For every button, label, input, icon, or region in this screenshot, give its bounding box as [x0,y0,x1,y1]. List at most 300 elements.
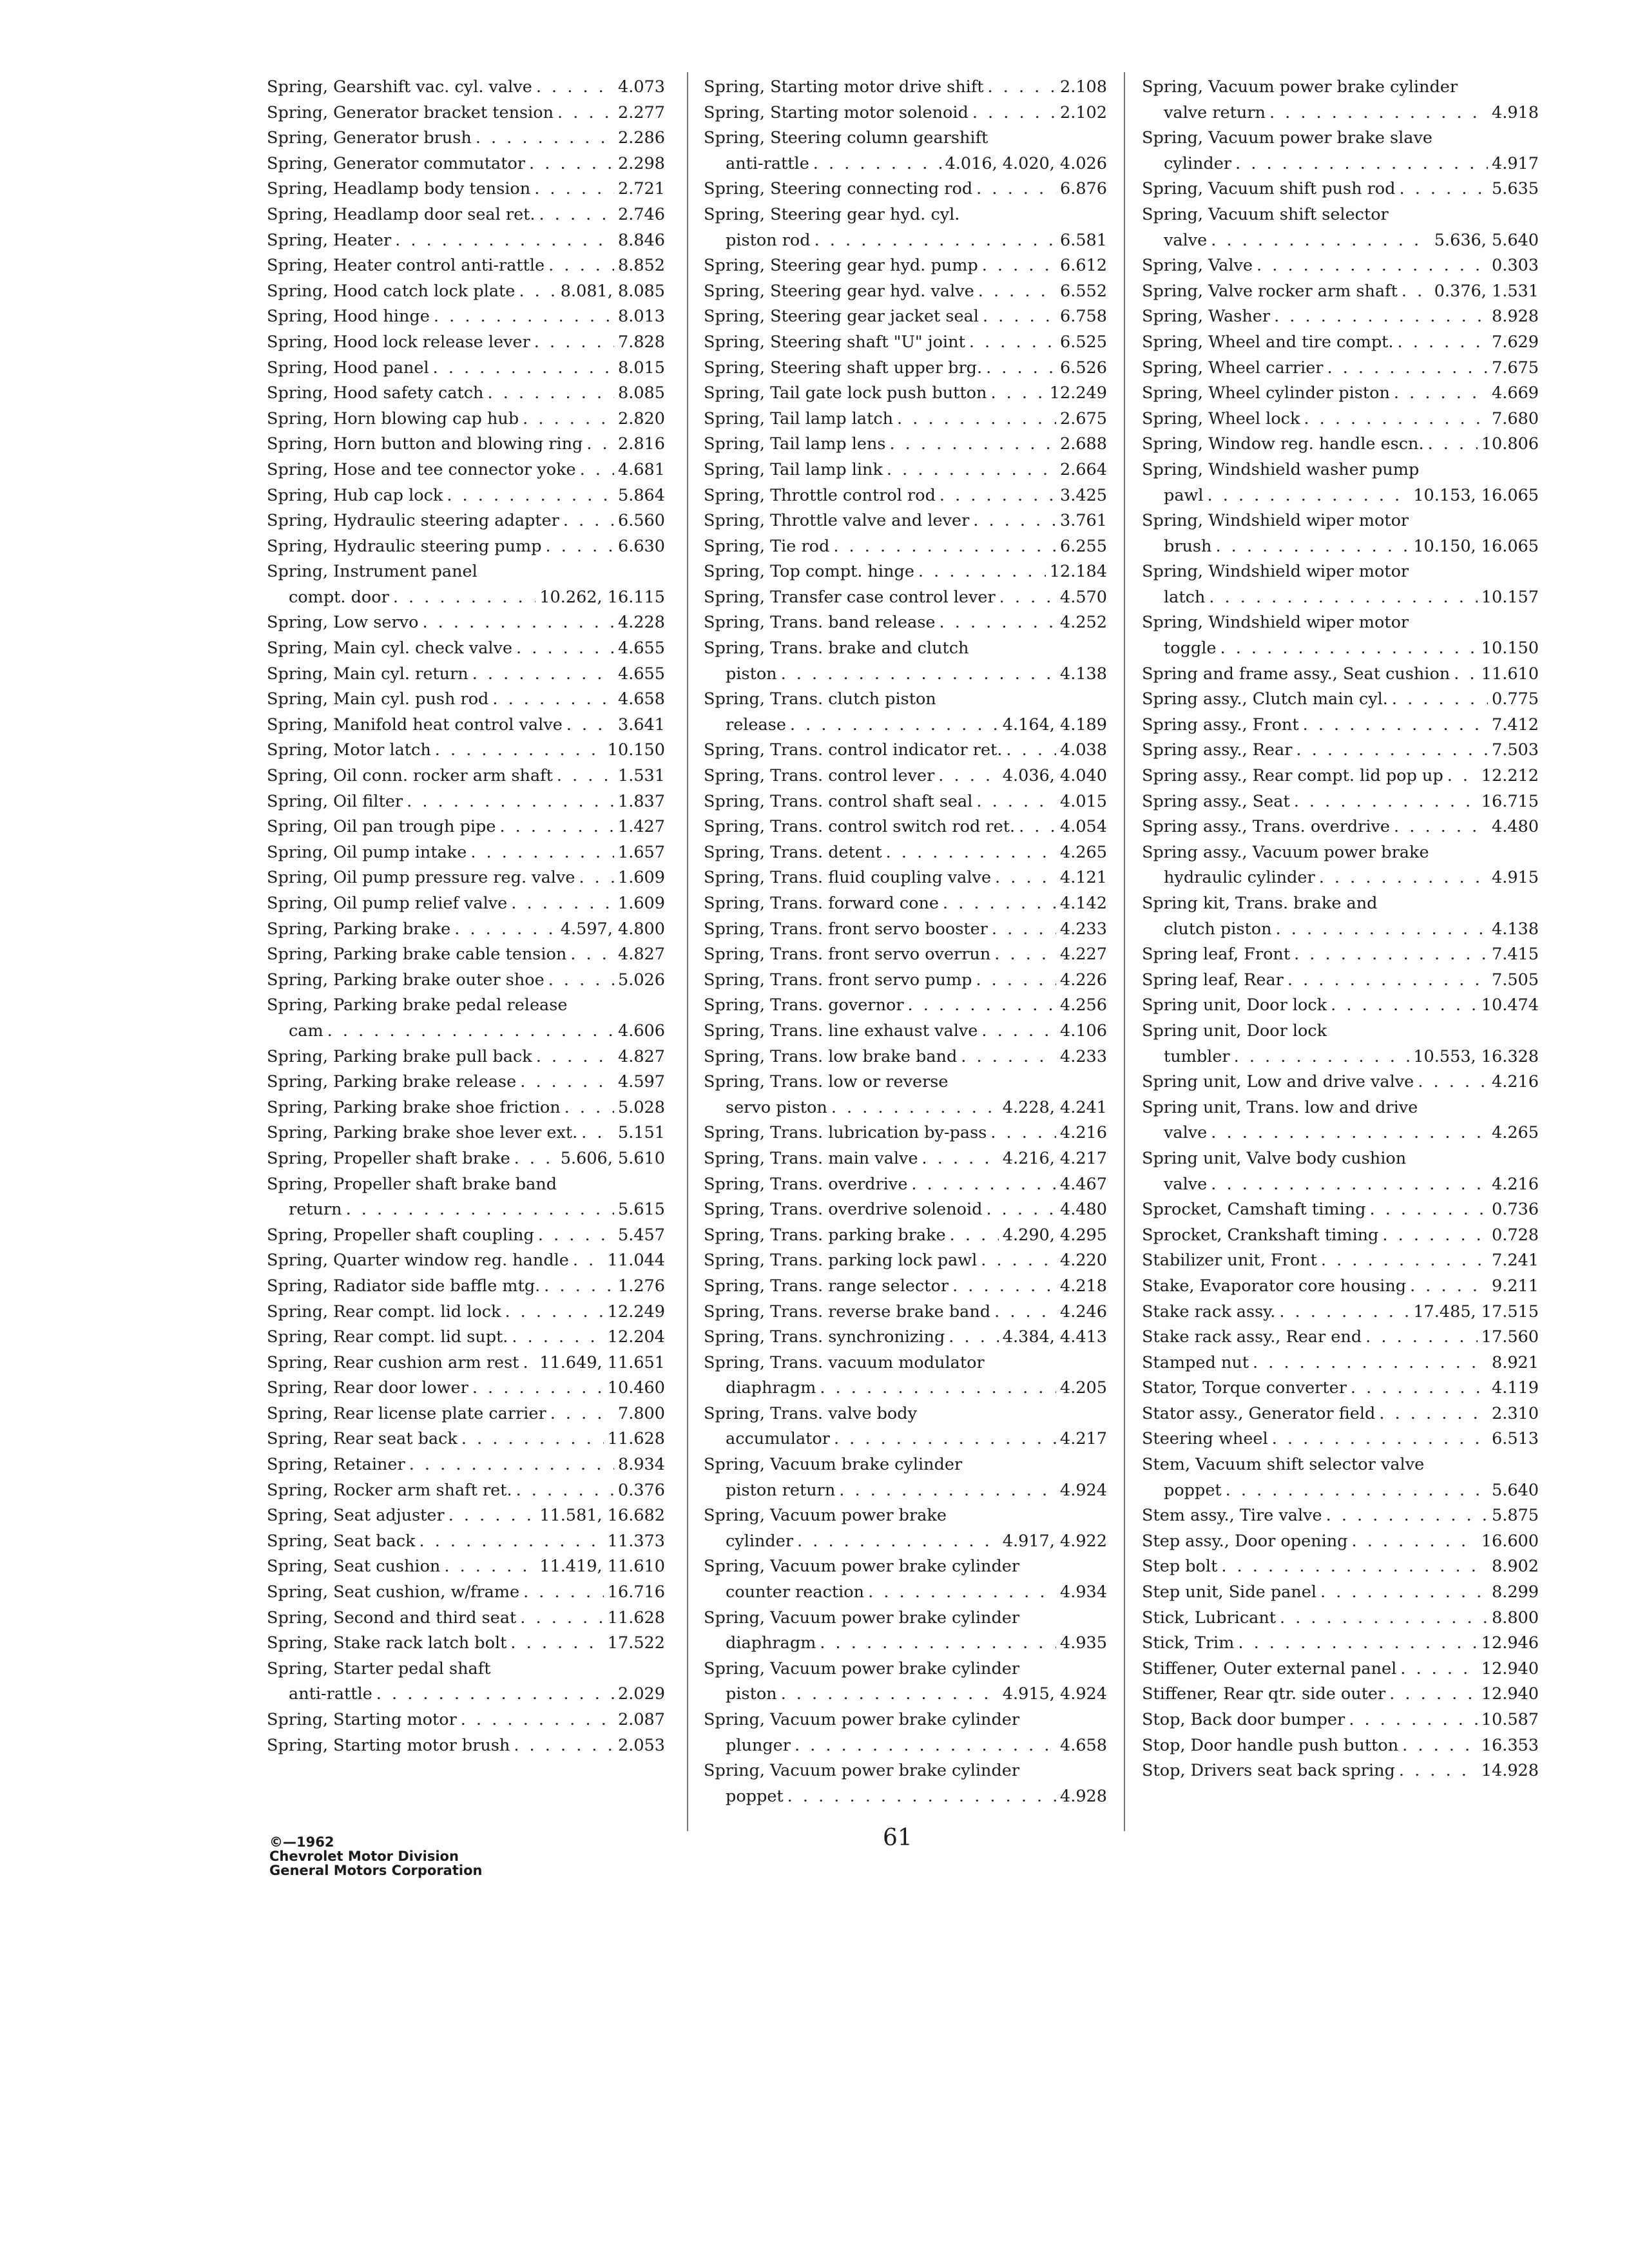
index-entry [267,1707,665,1733]
index-entry [704,407,1107,432]
entry-page-reference: 4.138 [1491,919,1539,939]
dot-leader [454,917,557,943]
dot-leader [1349,1707,1478,1733]
entry-name: Spring unit, Valve body cushion [1142,1148,1407,1168]
index-entry [1142,738,1539,764]
entry-page-reference: 12.249 [607,1302,665,1321]
index-entry [267,1223,665,1249]
index-entry [267,713,665,738]
entry-name: Spring, Horn button and blowing ring [267,434,583,454]
entry-name: Spring unit, Low and drive valve [1142,1072,1414,1092]
index-entry [267,942,665,968]
entry-page-reference: 2.664 [1059,459,1107,479]
entry-continuation: valve [1164,1174,1208,1194]
entry-continuation: compt. door [289,587,389,607]
index-entry [267,483,665,509]
dot-leader [435,738,604,764]
entry-page-reference: 4.216 [1059,1123,1107,1143]
entry-page-reference: 7.828 [617,332,665,352]
entry-page-reference: 4.138 [1059,664,1107,684]
entry-name: Spring, Window reg. handle escn. [1142,434,1424,454]
dot-leader [1220,636,1478,662]
index-entry [704,1274,1107,1300]
dot-leader [470,840,614,866]
entry-name: Spring, Oil pump relief valve [267,894,508,913]
index-entry [704,356,1107,381]
index-entry [267,1401,665,1427]
entry-name: Spring assy., Front [1142,715,1299,735]
index-entry [1142,1223,1539,1249]
entry-page-reference: 6.255 [1059,536,1107,556]
dot-leader [1211,228,1431,254]
index-entry [704,814,1107,840]
dot-leader [834,1427,1056,1452]
entry-page-reference: 10.150 [607,740,665,760]
dot-leader [564,1095,614,1121]
entry-page-reference: 0.728 [1491,1225,1539,1245]
entry-name: Spring unit, Trans. low and drive [1142,1097,1418,1117]
dot-leader [548,968,614,994]
entry-page-reference: 6.876 [1059,179,1107,199]
dot-leader [512,1325,603,1350]
index-entry [704,279,1107,305]
dot-leader [1304,407,1488,432]
index-entry [704,559,1107,585]
index-entry [267,764,665,789]
index-entry [267,101,665,126]
entry-name: Spring, Trans. lubrication by-pass [704,1123,987,1143]
dot-leader [511,891,614,917]
index-entry [1142,1631,1539,1657]
entry-name: Spring, Trans. reverse brake band [704,1302,991,1321]
dot-leader [1327,356,1488,381]
entry-continuation: piston rod [726,230,811,250]
entry-page-reference: 6.630 [617,536,665,556]
dot-leader [1280,1606,1488,1631]
dot-leader [516,636,614,662]
entry-page-reference: 16.715 [1481,791,1539,811]
entry-page-reference: 7.415 [1491,945,1539,965]
entry-page-reference: 7.505 [1491,970,1539,990]
entry-page-reference: 5.635 [1491,179,1539,199]
index-entry [267,534,665,560]
entry-page-reference: 2.688 [1059,434,1107,454]
index-entry [1142,1580,1539,1606]
entry-page-reference: 3.761 [1059,511,1107,531]
dot-leader [472,662,614,687]
dot-leader [563,508,614,534]
entry-name: Spring, Seat cushion, w/frame [267,1582,520,1602]
entry-continuation: piston return [726,1480,836,1500]
entry-continuation: anti-rattle [289,1684,372,1704]
entry-page-reference: 4.827 [617,1046,665,1066]
index-entry [1142,713,1539,738]
entry-name: Stator assy., Generator field [1142,1403,1376,1423]
entry-name: Spring, Wheel cylinder piston [1142,383,1390,403]
dot-leader [536,1044,614,1070]
dot-leader [1208,483,1410,509]
dot-leader [950,1223,999,1249]
copyright-corporation: General Motors Corporation [269,1863,483,1878]
entry-page-reference: 10.587 [1481,1710,1539,1729]
entry-name: Spring, Vacuum power brake cylinder [704,1710,1020,1729]
index-entry [704,483,1107,509]
entry-name: Steering wheel [1142,1429,1268,1449]
entry-name: Stick, Trim [1142,1633,1235,1653]
dot-leader [376,1682,614,1707]
entry-name: Spring, Generator brush [267,128,472,148]
entry-name: Spring, Trans. forward cone [704,894,939,913]
index-entry [267,1274,665,1300]
index-entry [267,1070,665,1095]
entry-name: Spring, Valve rocker arm shaft [1142,281,1398,301]
entry-page-reference: 2.286 [617,128,665,148]
index-entry [267,1529,665,1555]
entry-page-reference: 11.628 [607,1608,665,1628]
index-entry [1142,1274,1539,1300]
dot-leader [520,1070,614,1095]
index-entry [267,865,665,891]
dot-leader [407,789,614,815]
entry-name: Spring assy., Vacuum power brake [1142,842,1429,862]
dot-leader [1272,1427,1488,1452]
index-entry [1142,1529,1539,1555]
entry-name: Stem assy., Tire valve [1142,1506,1322,1526]
dot-leader [1279,1300,1409,1325]
index-entry [704,253,1107,279]
entry-name: Stabilizer unit, Front [1142,1251,1317,1271]
entry-page-reference: 11.373 [607,1531,665,1551]
entry-name: Spring, Oil pump pressure reg. valve [267,868,575,888]
entry-page-reference: 8.902 [1491,1557,1539,1577]
entry-continuation: poppet [726,1786,784,1806]
index-entry [267,814,665,840]
entry-name: Spring, Vacuum power brake cylinder [704,1608,1020,1628]
entry-page-reference: 4.669 [1491,383,1539,403]
dot-leader [409,1452,614,1478]
entry-name: Spring, Hub cap lock [267,485,443,505]
entry-name: Spring, Trans. governor [704,995,904,1015]
entry-name: Step assy., Door opening [1142,1531,1348,1551]
index-entry [1142,356,1539,381]
entry-page-reference: 8.013 [617,307,665,327]
index-entry [267,407,665,432]
index-entry [704,687,1107,738]
entry-page-reference: 4.915, 4.924 [1002,1684,1107,1704]
entry-continuation: cylinder [726,1531,794,1551]
index-entry [704,381,1107,407]
index-entry [1142,1707,1539,1733]
entry-page-reference: 4.917 [1491,153,1539,173]
entry-name: Spring, Steering gear hyd. pump [704,256,978,276]
index-entry [1142,1657,1539,1682]
dot-leader [534,330,614,356]
entry-name: Spring, Trans. vacuum modulator [704,1352,985,1372]
entry-continuation: hydraulic cylinder [1164,868,1315,888]
entry-name: Stick, Lubricant [1142,1608,1276,1628]
entry-page-reference: 4.227 [1059,945,1107,965]
entry-page-reference: 1.531 [617,766,665,786]
dot-leader [529,151,614,177]
entry-page-reference: 4.220 [1059,1251,1107,1271]
entry-name: Spring, Hydraulic steering pump [267,536,542,556]
entry-name: Spring, Rear door lower [267,1378,468,1398]
entry-name: Spring, Vacuum power brake cylinder [704,1658,1020,1678]
entry-page-reference: 7.629 [1491,332,1539,352]
entry-page-reference: 0.376 [617,1480,665,1500]
dot-leader [972,101,1056,126]
entry-name: Spring, Gearshift vac. cyl. valve [267,77,532,97]
dot-leader [1253,1350,1488,1376]
index-entry [704,764,1107,789]
entry-page-reference: 4.015 [1059,791,1107,811]
entry-page-reference: 10.153, 16.065 [1413,485,1539,505]
entry-page-reference: 7.800 [617,1403,665,1423]
dot-leader [566,713,614,738]
index-entry [704,1172,1107,1198]
entry-continuation: latch [1164,587,1206,607]
entry-name: Spring, Parking brake outer shoe [267,970,545,990]
entry-name: Spring, Windshield washer pump [1142,459,1420,479]
entry-name: Spring, Motor latch [267,740,431,760]
entry-page-reference: 16.353 [1481,1735,1539,1755]
index-column-2 [704,75,1107,1809]
index-entry [1142,764,1539,789]
dot-leader [523,407,614,432]
entry-page-reference: 6.526 [1059,358,1107,378]
dot-leader [1296,738,1488,764]
dot-leader [434,304,614,330]
entry-name: Stop, Door handle push button [1142,1735,1399,1755]
index-entry [267,304,665,330]
entry-page-reference: 2.087 [617,1710,665,1729]
dot-leader [573,1248,604,1274]
dot-leader [990,1120,1056,1146]
index-entry [704,1758,1107,1809]
dot-leader [976,968,1056,994]
entry-name: Spring, Trans. synchronizing [704,1327,945,1347]
index-entry [267,177,665,202]
entry-name: Spring, Instrument panel [267,562,477,582]
entry-name: Spring, Oil pan trough pipe [267,817,496,837]
index-entry [267,1325,665,1350]
entry-page-reference: 12.249 [1049,383,1107,403]
entry-page-reference: 4.036, 4.040 [1002,766,1107,786]
entry-name: Spring, Parking brake shoe friction [267,1097,561,1117]
entry-name: Spring, Seat adjuster [267,1506,445,1526]
entry-name: Spring, Trans. front servo overrun [704,945,991,965]
index-entry [1142,968,1539,994]
index-entry [267,75,665,101]
dot-leader [999,585,1056,611]
dot-leader [787,1784,1056,1810]
entry-continuation: accumulator [726,1429,830,1449]
dot-leader [519,279,556,305]
index-entry [267,1044,665,1070]
entry-page-reference: 4.480 [1491,817,1539,837]
entry-page-reference: 7.241 [1491,1251,1539,1271]
entry-page-reference: 2.277 [617,102,665,122]
dot-leader [820,1376,1056,1401]
index-entry [1142,1376,1539,1401]
entry-name: Spring, Parking brake pedal release [267,995,568,1015]
dot-leader [580,457,614,483]
dot-leader [922,1146,999,1172]
entry-name: Spring, Second and third seat [267,1608,517,1628]
entry-page-reference: 11.610 [1481,664,1539,684]
index-entry [1142,840,1539,891]
entry-page-reference: 5.615 [617,1200,665,1220]
entry-name: Stop, Back door bumper [1142,1710,1345,1729]
index-entry [267,330,665,356]
index-entry [704,457,1107,483]
index-entry [1142,1095,1539,1146]
entry-name: Spring kit, Trans. brake and [1142,894,1378,913]
entry-continuation: plunger [726,1735,791,1755]
entry-page-reference: 12.940 [1481,1684,1539,1704]
entry-page-reference: 4.233 [1059,919,1107,939]
index-entry [1142,1350,1539,1376]
dot-leader [395,228,614,254]
entry-name: Spring, Throttle control rod [704,485,936,505]
dot-leader [908,993,1056,1019]
index-entry [267,917,665,943]
page-number: 61 [883,1825,912,1851]
index-entry [1142,814,1539,840]
index-entry [1142,1606,1539,1631]
entry-page-reference: 8.921 [1491,1352,1539,1372]
entry-page-reference: 17.485, 17.515 [1413,1302,1539,1321]
entry-name: Spring, Trans. range selector [704,1276,949,1296]
dot-leader [918,559,1046,585]
entry-name: Spring, Hood hinge [267,307,430,327]
entry-page-reference: 4.658 [1059,1735,1107,1755]
entry-page-reference: 8.015 [617,358,665,378]
index-entry [267,738,665,764]
entry-page-reference: 12.184 [1049,562,1107,582]
entry-continuation: piston [726,664,777,684]
entry-name: Spring, Quarter window reg. handle [267,1251,569,1271]
entry-name: Spring, Hood lock release lever [267,332,530,352]
index-entry [267,687,665,713]
entry-page-reference: 1.657 [617,842,665,862]
entry-page-reference: 10.150, 16.065 [1413,536,1539,556]
entry-name: Spring, Hood catch lock plate [267,281,516,301]
dot-leader [1274,304,1488,330]
entry-page-reference: 4.928 [1059,1786,1107,1806]
entry-continuation: counter reaction [726,1582,865,1602]
entry-page-reference: 0.775 [1491,689,1539,709]
dot-leader [433,356,614,381]
entry-name: Spring, Low servo [267,613,419,633]
index-entry [704,738,1107,764]
entry-name: Spring, Trans. overdrive [704,1174,908,1194]
dot-leader [557,101,614,126]
entry-name: Spring, Oil filter [267,791,403,811]
index-entry [267,1452,665,1478]
entry-page-reference: 2.102 [1059,102,1107,122]
index-entry [704,1401,1107,1452]
entry-name: Sprocket, Camshaft timing [1142,1200,1366,1220]
dot-leader [1269,101,1488,126]
index-entry [1142,381,1539,407]
dot-leader [1365,1325,1478,1350]
dot-leader [570,942,614,968]
dot-leader [1410,1274,1488,1300]
dot-leader [1398,330,1488,356]
dot-leader [797,1529,999,1555]
dot-leader [1352,1529,1478,1555]
entry-name: Spring, Trans. valve body [704,1403,917,1423]
entry-page-reference: 10.806 [1481,434,1539,454]
entry-name: Spring, Starting motor drive shift [704,77,984,97]
entry-name: Sprocket, Crankshaft timing [1142,1225,1379,1245]
entry-name: Spring, Seat cushion [267,1557,441,1577]
entry-page-reference: 4.228, 4.241 [1002,1097,1107,1117]
entry-name: Spring, Trans. control switch rod ret. [704,817,1016,837]
entry-name: Spring, Top compt. hinge [704,562,914,582]
index-entry [1142,1070,1539,1095]
dot-leader [839,1478,1056,1504]
dot-leader [557,764,614,789]
dot-leader [790,713,999,738]
entry-page-reference: 4.935 [1059,1633,1107,1653]
index-entry [704,432,1107,457]
entry-page-reference: 4.256 [1059,995,1107,1015]
entry-name: Spring, Parking brake release [267,1072,517,1092]
copyright-year: ©—1962 [269,1834,334,1850]
dot-leader [514,1146,557,1172]
entry-name: Spring, Trans. parking lock pawl [704,1251,978,1271]
entry-page-reference: 4.121 [1059,868,1107,888]
entry-name: Spring assy., Rear [1142,740,1293,760]
dot-leader [346,1197,614,1223]
dot-leader [961,1044,1056,1070]
entry-page-reference: 4.119 [1491,1378,1539,1398]
dot-leader [581,1120,614,1146]
dot-leader [949,1325,998,1350]
entry-name: Spring, Wheel and tire compt. [1142,332,1394,352]
dot-leader [1321,1248,1488,1274]
entry-name: Spring, Propeller shaft brake band [267,1174,557,1194]
entry-page-reference: 8.085 [617,383,665,403]
entry-name: Spring, Parking brake pull back [267,1046,532,1066]
entry-page-reference: 5.875 [1491,1506,1539,1526]
entry-name: Spring, Oil conn. rocker arm shaft [267,766,553,786]
entry-name: Stop, Drivers seat back spring [1142,1761,1395,1781]
entry-page-reference: 6.758 [1059,307,1107,327]
dot-leader [1221,1554,1488,1580]
entry-name: Spring, Heater [267,230,392,250]
dot-leader [831,1095,999,1121]
entry-page-reference: 2.310 [1491,1403,1539,1423]
index-entry [704,942,1107,968]
dot-leader [472,1376,604,1401]
entry-page-reference: 6.525 [1059,332,1107,352]
entry-continuation: valve [1164,1123,1208,1143]
index-entry [704,330,1107,356]
index-entry [1142,610,1539,661]
entry-name: Spring, Trans. low or reverse [704,1072,949,1092]
entry-page-reference: 2.746 [617,204,665,224]
entry-name: Spring, Parking brake shoe lever ext. [267,1123,578,1143]
entry-name: Spring, Rear compt. lid lock [267,1302,501,1321]
index-entry [704,1300,1107,1325]
entry-page-reference: 8.852 [617,256,665,276]
index-entry [267,151,665,177]
entry-page-reference: 4.216 [1491,1072,1539,1092]
index-entry [267,1580,665,1606]
